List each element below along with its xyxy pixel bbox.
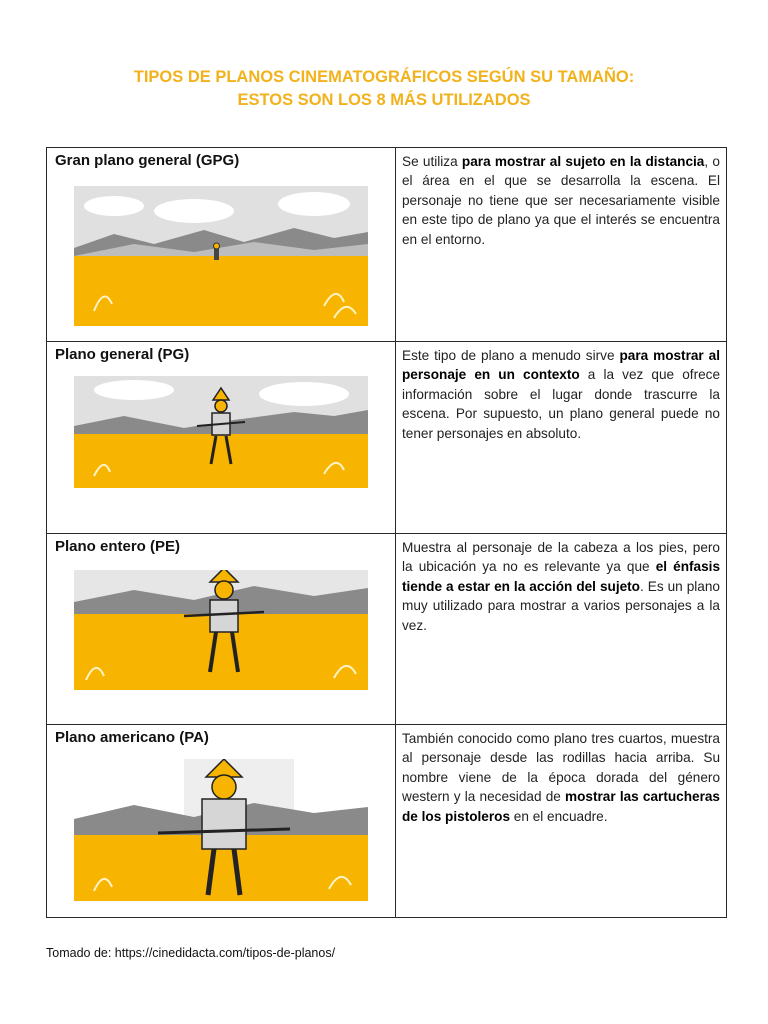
shot-cell (47, 534, 396, 725)
description-cell (396, 534, 727, 725)
title-line-2: ESTOS SON LOS 8 MÁS UTILIZADOS (237, 91, 531, 109)
description-text: a la vez que ofrece información sobre el lugar donde trascurre la escena. Por supuesto, un plano general puede no tener personajes en absoluto. (402, 367, 721, 441)
shot-description (396, 148, 726, 249)
table-row (47, 342, 727, 534)
description-text: . Es un plano muy utilizado para mostrar a varios personajes a la vez. (402, 578, 720, 633)
highlighted-text: el énfasis tiende a estar en la acción del sujeto (402, 559, 720, 594)
highlighted-text: para mostrar al sujeto en la distancia (461, 154, 705, 169)
description-text: Se utiliza (402, 154, 462, 169)
table-row (47, 534, 727, 725)
description-text: También conocido como plano tres cuartos, muestra al personaje desde las rodillas hacia arriba. Su nombre viene de la época dorada del género western y la necesidad de (402, 731, 720, 805)
shot-name: Plano entero (PE) (55, 538, 181, 555)
shot-cell (47, 725, 396, 918)
description-text: en el encuadre. (510, 808, 608, 824)
shot-description (396, 534, 726, 635)
shot-name: Plano americano (PA) (55, 729, 209, 746)
description-text: Este tipo de plano a menudo sirve (402, 348, 620, 363)
shot-description (396, 725, 726, 826)
highlighted-text: para mostrar al personaje en un contexto (402, 348, 720, 383)
illustration-american-shot (74, 759, 368, 901)
title-line-1: TIPOS DE PLANOS CINEMATOGRÁFICOS SEGÚN SU TAMAÑO: (133, 68, 635, 86)
table-row (47, 725, 727, 918)
shot-types-table (46, 147, 727, 918)
description-cell (396, 725, 727, 918)
illustration-extreme-long-shot (74, 186, 368, 326)
illustration-full-shot (74, 570, 368, 690)
shot-name: Gran plano general (GPG) (55, 152, 240, 169)
document-title (0, 66, 768, 112)
shot-description (396, 342, 726, 443)
illustration-long-shot (74, 376, 368, 488)
shot-cell (47, 342, 396, 534)
description-cell (396, 342, 727, 534)
highlighted-text: mostrar las cartucheras de los pistoleros (402, 789, 720, 824)
shot-cell (47, 148, 396, 342)
description-cell (396, 148, 727, 342)
description-text: Muestra al personaje de la cabeza a los pies, pero la ubicación ya no es relevante ya que (402, 540, 720, 575)
source-note: Tomado de: https://cinedidacta.com/tipos-de-planos/ (46, 946, 336, 960)
description-text: , o el área en el que se desarrolla la escena. El personaje no tiene que ser necesariamente visible en este tipo de plano ya que el interés se encuentra en el entorno. (402, 154, 720, 247)
table-row (47, 148, 727, 342)
shot-name: Plano general (PG) (55, 346, 190, 363)
